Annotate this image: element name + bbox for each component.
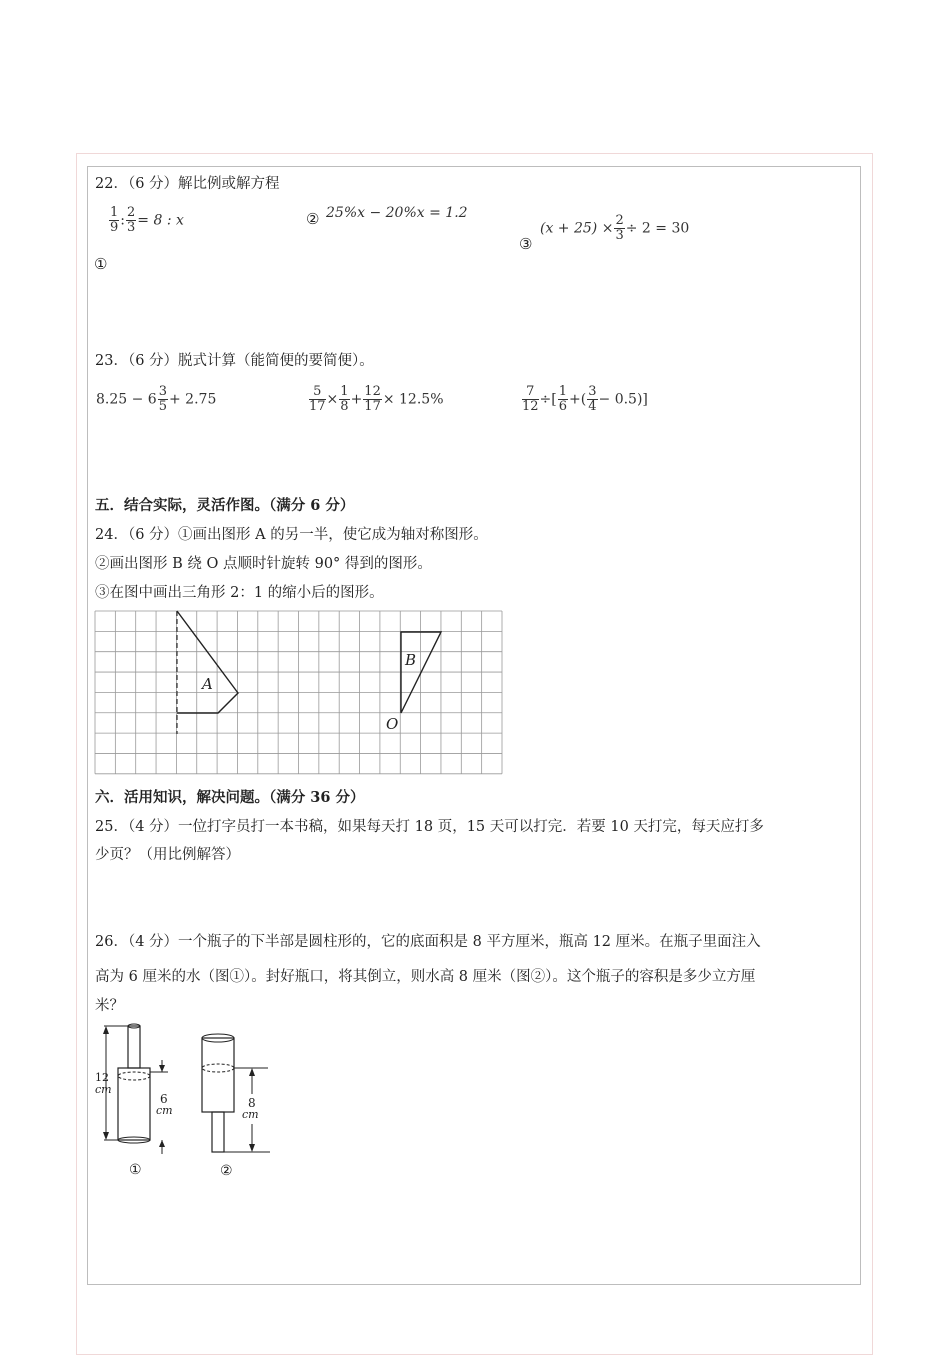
- q22-eq3: [540, 214, 689, 243]
- q23-eq3: $\frac{7}{12}$ ÷[ $\frac{1}{6}$ +( $\frac{3}{4}$ − 0.5)]: [522, 384, 648, 414]
- q23-e1-head: 8.25 − 6: [96, 391, 157, 408]
- bottle2-water-surface: [202, 1064, 234, 1072]
- q23-title: 23．（6 分）脱式计算（能简便的要简便）。: [95, 353, 374, 369]
- q22-n2: ②: [306, 210, 320, 228]
- bottle1-height-arrowhead-bottom: [103, 1132, 109, 1140]
- shape-a-outline: [177, 611, 238, 713]
- bottle2-neck: [212, 1112, 224, 1152]
- q22-e1-a-num: 1: [110, 205, 119, 220]
- q25-line2: 少页？（用比例解答）: [95, 847, 240, 863]
- q22-eq1: $\frac{1}{9}$ : $\frac{2}{3}$ = 8 : x: [110, 205, 184, 235]
- q25-line1: 25．（4 分）一位打字员打一本书稿，如果每天打 18 页，15 天可以打完．若要 10 天打完，每天应打多: [95, 819, 764, 835]
- bottle1-water-unit: cm: [156, 1104, 173, 1117]
- q23-e2-tail: × 12.5%: [382, 391, 444, 408]
- bottle1-caption: ①: [129, 1162, 142, 1178]
- q26-line3: 米？: [95, 998, 124, 1014]
- q23-e1-num: 3: [158, 384, 167, 399]
- q23-e2-a-num: 5: [309, 385, 326, 400]
- q22-e3-num: 2: [615, 213, 624, 228]
- bottle-figure-1: [92, 1020, 192, 1180]
- q22-eq2: 25%x − 20%x = 1.2: [326, 205, 468, 221]
- q23-e2-b-num: 1: [340, 384, 349, 399]
- bottle1-height-unit: cm: [95, 1083, 112, 1096]
- q24-line1: 24．（6 分）①画出图形 A 的另一半，使它成为轴对称图形。: [95, 527, 488, 543]
- section5-title: 五．结合实际，灵活作图。（满分 6 分）: [95, 497, 355, 514]
- bottle1-height-value: 12: [95, 1071, 109, 1084]
- q22-title: 22．（6 分）解比例或解方程: [95, 176, 280, 192]
- section6-title: 六．活用知识，解决问题。（满分 36 分）: [95, 789, 365, 806]
- bottle1-water-arrowhead-bottom: [159, 1140, 165, 1147]
- shape-a-label: A: [202, 675, 213, 693]
- q23-eq2: $\frac{5}{17}$ × $\frac{1}{8}$ + $\frac{12}{17}$ × 12.5%: [309, 384, 444, 414]
- bottle1-water-value: 6: [160, 1092, 168, 1106]
- q24-line3: ③在图中画出三角形 2：1 的缩小后的图形。: [95, 585, 384, 601]
- q22-e1-tail: = 8 : x: [137, 212, 184, 229]
- q22-e3-head: (x + 25) ×: [540, 220, 614, 237]
- grid-lines: [95, 611, 502, 774]
- q22-n3: ③: [519, 235, 533, 253]
- q23-e2-c-num: 12: [364, 384, 381, 399]
- bottle-figure-2: [192, 1030, 282, 1180]
- q23-e3-a-den: 12: [522, 399, 539, 414]
- q23-e3-tail: − 0.5)]: [598, 391, 648, 408]
- q22-e3-tail: ÷ 2 = 30: [625, 220, 690, 237]
- q23-e3-c-den: 4: [588, 399, 597, 414]
- bottle2-water-unit: cm: [242, 1108, 259, 1121]
- q23-e3-b-num: 1: [558, 384, 568, 399]
- bottle1-water-arrowhead-top: [159, 1065, 165, 1072]
- bottle2-water-arrowhead-top: [249, 1068, 255, 1076]
- q23-e2-a-den: 17: [309, 399, 326, 414]
- bottle1-neck: [128, 1026, 140, 1068]
- q23-eq1: [96, 385, 216, 414]
- q22-e3-den: 3: [615, 228, 624, 243]
- q24-grid-figure: [95, 611, 503, 775]
- q23-e2-c-den: 17: [364, 399, 381, 414]
- q23-e3-a-num: 7: [522, 385, 539, 400]
- q22-e1-b-den: 3: [127, 220, 136, 235]
- q22-e1-b-num: 2: [127, 205, 136, 220]
- q23-e1-den: 5: [158, 399, 167, 414]
- q26-line2: 高为 6 厘米的水（图①）。封好瓶口，将其倒立，则水高 8 厘米（图②）。这个瓶子的容积是多少立方厘: [95, 969, 756, 985]
- q23-e3-b-den: 6: [558, 399, 568, 414]
- q22-e1-a-den: 9: [110, 220, 119, 235]
- bottle2-body: [202, 1038, 234, 1112]
- shape-b-label: B: [405, 651, 417, 669]
- q23-e3-c-num: 3: [588, 384, 597, 399]
- bottle2-water-arrowhead-bottom: [249, 1144, 255, 1152]
- bottle2-caption: ②: [220, 1163, 233, 1179]
- q26-line1: 26．（4 分）一个瓶子的下半部是圆柱形的，它的底面积是 8 平方厘米，瓶高 12 厘米。在瓶子里面注入: [95, 934, 761, 950]
- q23-e1-tail: + 2.75: [169, 391, 217, 408]
- bottle1-water-surface: [118, 1072, 150, 1080]
- q23-e2-b-den: 8: [340, 399, 349, 414]
- point-o-label: O: [386, 715, 399, 733]
- bottle2-water-value: 8: [248, 1096, 256, 1110]
- q24-line2: ②画出图形 B 绕 O 点顺时针旋转 90° 得到的图形。: [95, 556, 432, 572]
- bottle1-height-arrowhead-top: [103, 1026, 109, 1034]
- q22-n1: ①: [94, 255, 108, 273]
